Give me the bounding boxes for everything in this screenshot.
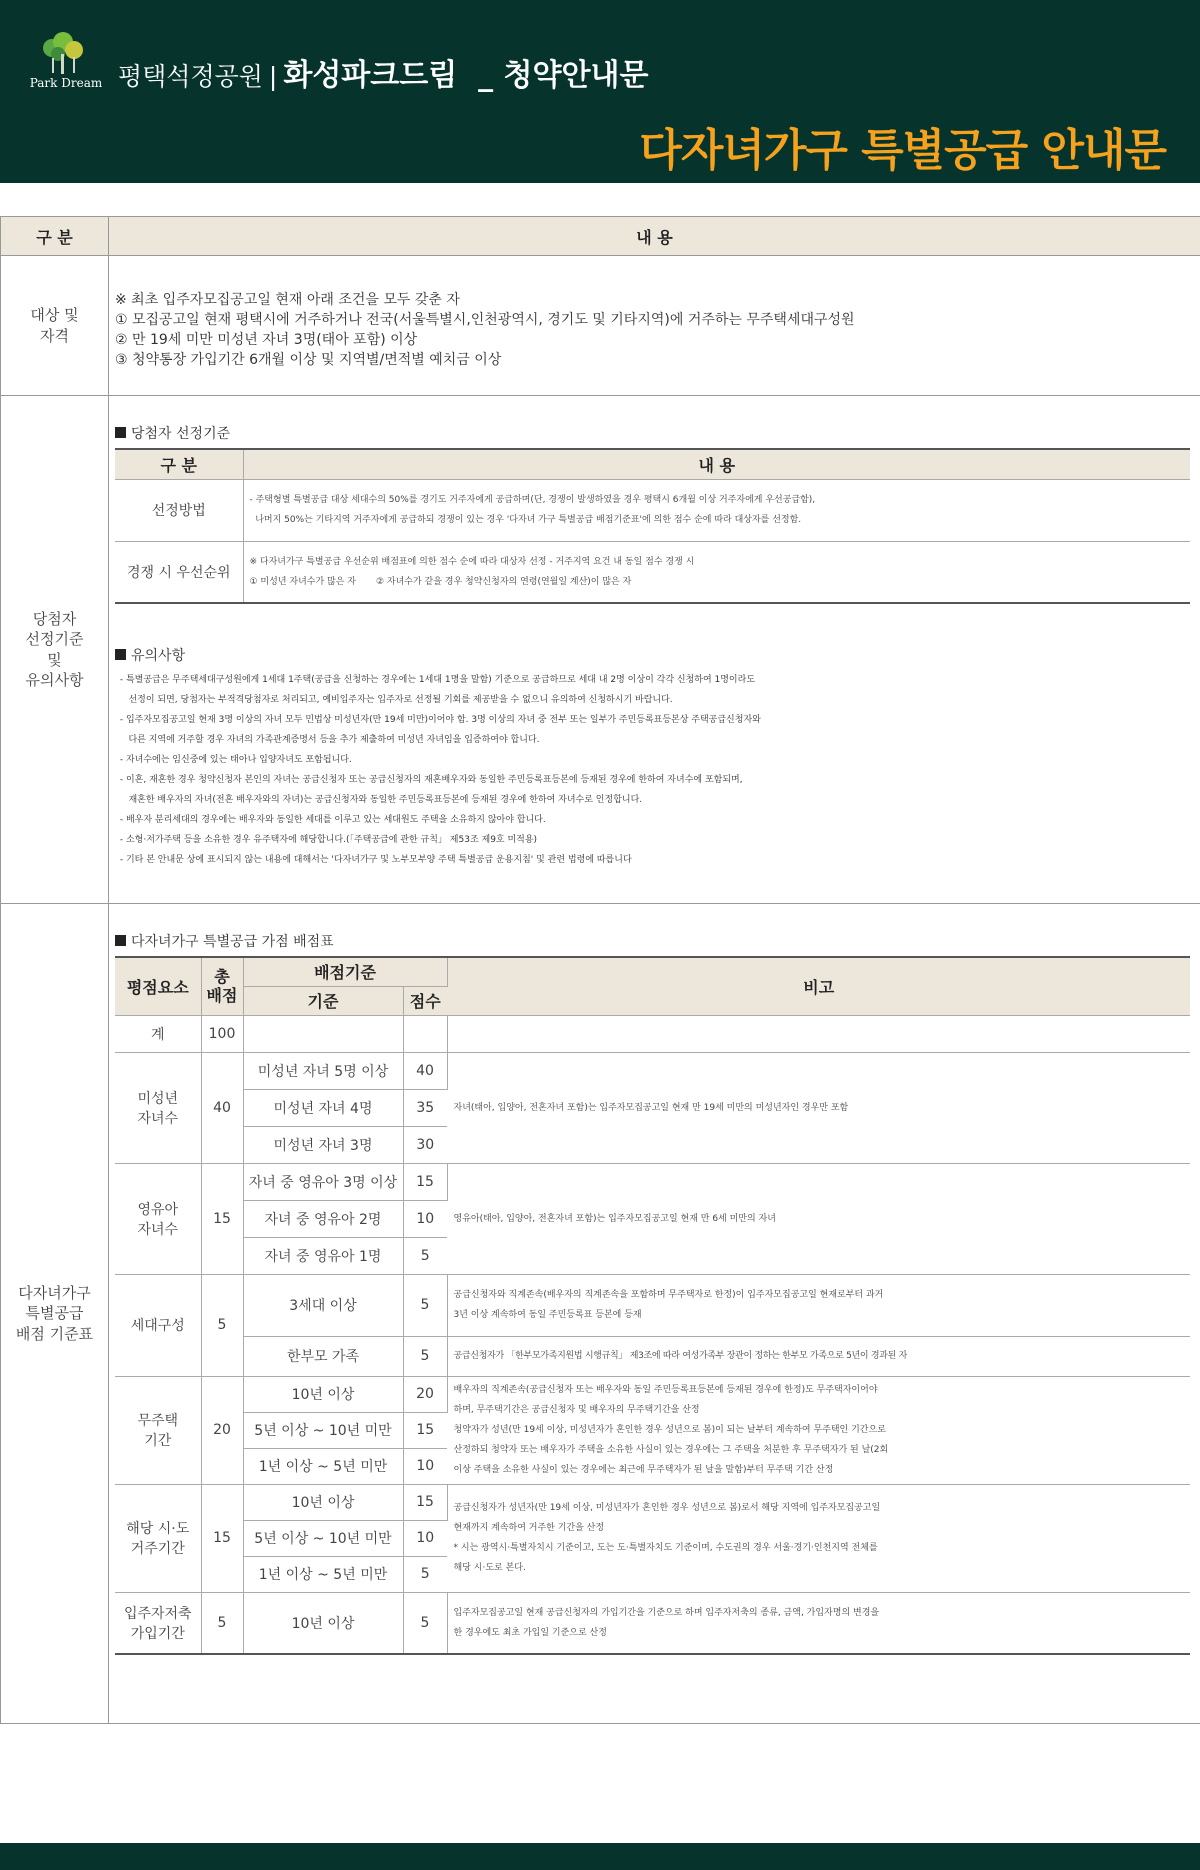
element-total: 5 — [201, 1274, 243, 1376]
notes-line: 다른 지역에 거주할 경우 자녀의 가족관계증명서 등을 추가 제출하여 미성년 자녀임을 입증하여야 합니다. — [117, 735, 540, 745]
score-row-household — [115, 1274, 1190, 1336]
remark-cell — [447, 1592, 1190, 1654]
remark-line: 공급신청자가 성년자(만 19세 이상, 미성년자가 혼인한 경우 성년으로 봄)로서 해당 지역에 입주자모집공고일 — [453, 1503, 881, 1513]
remark-cell — [447, 1163, 1190, 1274]
score-title: 다자녀가구 특별공급 가점 배점표 — [131, 934, 334, 950]
notes-line: 재혼한 배우자의 자녀(전혼 배우자와의 자녀)는 공급신청자와 동일한 주민등록표등본에 등재된 경우에 한하여 자녀수로 인정합니다. — [117, 795, 643, 805]
head-category: 구 분 — [1, 217, 109, 256]
remark-line: 입주자모집공고일 현재 공급신청자의 가입기간을 기준으로 하며 입주자저축의 종류, 금액, 가입자명의 변경을 — [453, 1607, 880, 1618]
head-element: 평점요소 — [115, 957, 201, 1015]
remark-line: 공급신청자가 「한부모가족지원법 시행규칙」 제3조에 따라 여성가족부 장관이 정하는 한부모 가족으로 5년이 경과된 자 — [453, 1351, 908, 1361]
criteria-content — [243, 541, 1190, 603]
element-total: 15 — [201, 1484, 243, 1592]
score-heading — [115, 932, 1190, 952]
sum-element: 계 — [115, 1015, 201, 1052]
remark-line: 영유아(태아, 입양아, 전혼자녀 포함)는 입주자모집공고일 현재 만 6세 미만의 자녀 — [453, 1213, 776, 1224]
element-total: 5 — [201, 1592, 243, 1654]
remark-line: 현재까지 계속하여 거주한 기간을 산정 — [453, 1523, 605, 1533]
points-cell: 30 — [403, 1126, 447, 1163]
remark-line: 이상 주택을 소유한 사실이 있는 경우에는 최근에 무주택자가 된 날을 말함)부터 무주택 기간 산정 — [453, 1465, 834, 1475]
selection-label-text: 당첨자 선정기준 및 유의사항 — [25, 610, 84, 689]
head-remark: 비고 — [447, 957, 1190, 1015]
points-cell: 5 — [403, 1592, 447, 1654]
eligibility-content — [109, 256, 1200, 396]
page-headline: 다자녀가구 특별공급 안내문 — [639, 125, 1166, 176]
points-cell: 35 — [403, 1089, 447, 1126]
points-cell: 20 — [403, 1376, 447, 1412]
element-total: 15 — [201, 1163, 243, 1274]
score-row-residence — [115, 1484, 1190, 1520]
remark-line: 3년 이상 계속하여 동일 주민등록표 등본에 등재 — [453, 1310, 642, 1320]
notes-line: 선정이 되면, 당첨자는 부적격당첨자로 처리되고, 예비입주자는 입주자로 선정될 기회를 제공받을 수 없으니 유의하여 신청하시기 바랍니다. — [117, 695, 673, 705]
head-content: 내 용 — [109, 217, 1200, 256]
criteria-head-category: 구 분 — [115, 449, 243, 479]
head-criteria: 기준 — [243, 986, 403, 1015]
criteria-table — [115, 448, 1190, 604]
points-cell: 5 — [403, 1336, 447, 1376]
park-dream-logo — [28, 32, 104, 92]
notes-line: - 특별공급은 무주택세대구성원에게 1세대 1주택(공급을 신청하는 경우에는 1세대 1명을 말함) 기준으로 공급하므로 세대 내 2명 이상이 각각 신청하여 1명이라도 — [117, 675, 756, 685]
selection-row — [1, 396, 1200, 904]
criteria-cell: 1년 이상 ~ 5년 미만 — [243, 1556, 403, 1592]
remark-line: 청약자가 성년(만 19세 이상, 미성년자가 혼인한 경우 성년으로 봄)이 되는 날부터 계속하여 무주택인 기간으로 — [453, 1425, 886, 1435]
remark-line: 한 경우에도 최초 가입일 기준으로 산정 — [453, 1627, 607, 1638]
criteria-cell: 미성년 자녀 4명 — [243, 1089, 403, 1126]
criteria-cell: 3세대 이상 — [243, 1274, 403, 1336]
criteria-row — [115, 541, 1190, 603]
remark-line: 배우자의 직계존속(공급신청자 또는 배우자와 동일 주민등록표등본에 등재된 경우에 한정)도 무주택자이어야 — [453, 1385, 878, 1395]
remark-cell — [447, 1336, 1190, 1376]
score-label — [1, 904, 109, 1724]
score-sum-row — [115, 1015, 1190, 1052]
eligibility-row — [1, 256, 1200, 396]
selection-content — [109, 396, 1200, 904]
remark-cell — [447, 1052, 1190, 1163]
points-cell: 15 — [403, 1412, 447, 1448]
head-total: 총 배점 — [201, 957, 243, 1015]
criteria-head-content: 내 용 — [243, 449, 1190, 479]
criteria-line: - 주택형별 특별공급 대상 세대수의 50%를 경기도 거주자에게 공급하며(단, 경쟁이 발생하였을 경우 평택시 6개월 이상 거주자에게 우선공급함), — [249, 495, 816, 505]
score-table — [115, 956, 1190, 1655]
remark-line: 하며, 무주택기간은 공급신청자 및 배우자의 무주택기간을 산정 — [453, 1405, 700, 1415]
square-bullet-icon — [115, 649, 126, 660]
score-row — [1, 904, 1200, 1724]
criteria-label: 경쟁 시 우선순위 — [115, 541, 243, 603]
score-row-homeless — [115, 1376, 1190, 1412]
notes-line: - 자녀수에는 임신중에 있는 태아나 입양자녀도 포함됩니다. — [117, 755, 352, 765]
points-cell: 5 — [403, 1274, 447, 1336]
eligibility-label — [1, 256, 109, 396]
notes-list — [115, 670, 1190, 870]
criteria-cell: 5년 이상 ~ 10년 미만 — [243, 1520, 403, 1556]
eligibility-line: ※ 최초 입주자모집공고일 현재 아래 조건을 모두 갖춘 자 — [115, 292, 460, 308]
criteria-cell: 한부모 가족 — [243, 1336, 403, 1376]
criteria-line: ※ 다자녀가구 특별공급 우선순위 배점표에 의한 점수 순에 따라 대상자 선정 - 거주지역 요건 내 동일 점수 경쟁 시 — [249, 556, 695, 567]
square-bullet-icon — [115, 427, 126, 438]
square-bullet-icon — [115, 935, 126, 946]
criteria-cell: 10년 이상 — [243, 1484, 403, 1520]
element-label: 무주택 기간 — [115, 1376, 201, 1484]
element-label: 세대구성 — [115, 1274, 201, 1376]
points-cell: 15 — [403, 1484, 447, 1520]
points-cell: 5 — [403, 1556, 447, 1592]
eligibility-line: ② 만 19세 미만 미성년 자녀 3명(태아 포함) 이상 — [115, 332, 418, 348]
remark-cell — [447, 1274, 1190, 1336]
brand-separator: | — [268, 62, 278, 91]
criteria-row — [115, 479, 1190, 541]
points-cell: 10 — [403, 1520, 447, 1556]
score-label-text: 다자녀가구 특별공급 배점 기준표 — [15, 1284, 94, 1343]
notes-line: - 소형·저가주택 등을 소유한 경우 유주택자에 해당합니다.(「주택공급에 관한 규칙」 제53조 제9호 미적용) — [117, 835, 538, 845]
notes-heading — [115, 646, 1190, 666]
info-table — [0, 216, 1200, 1724]
points-cell: 10 — [403, 1200, 447, 1237]
notes-title: 유의사항 — [131, 648, 186, 664]
remark-cell — [447, 1376, 1190, 1484]
element-label: 미성년 자녀수 — [115, 1052, 201, 1163]
tree-icon — [28, 32, 104, 78]
score-row-savings — [115, 1592, 1190, 1654]
criteria-head — [115, 449, 1190, 479]
sum-total: 100 — [201, 1015, 243, 1052]
criteria-cell: 10년 이상 — [243, 1592, 403, 1654]
remark-cell — [447, 1484, 1190, 1592]
element-label: 영유아 자녀수 — [115, 1163, 201, 1274]
criteria-cell: 자녀 중 영유아 2명 — [243, 1200, 403, 1237]
element-total: 40 — [201, 1052, 243, 1163]
criteria-cell: 자녀 중 영유아 3명 이상 — [243, 1163, 403, 1200]
criteria-heading — [115, 424, 1190, 444]
remark-line: 자녀(태아, 입양아, 전혼자녀 포함)는 입주자모집공고일 현재 만 19세 미만의 미성년자인 경우만 포함 — [453, 1102, 849, 1113]
notes-line: - 기타 본 안내문 상에 표시되지 않는 내용에 대해서는 '다자녀가구 및 노부모부양 주택 특별공급 운용지침' 및 관련 법령에 따릅니다 — [117, 855, 632, 865]
criteria-cell: 미성년 자녀 5명 이상 — [243, 1052, 403, 1089]
element-label: 해당 시·도 거주기간 — [115, 1484, 201, 1592]
info-table-head — [1, 217, 1200, 256]
points-cell: 40 — [403, 1052, 447, 1089]
brand-secondary: 화성파크드림 _ 청약안내문 — [283, 58, 649, 93]
remark-line: 산정하되 청약자 또는 배우자가 주택을 소유한 사실이 있는 경우에는 그 주택을 처분한 후 무주택자가 된 날(2회 — [453, 1445, 889, 1455]
brand-title — [118, 50, 648, 94]
head-criteria-group: 배점기준 — [243, 957, 447, 986]
score-content — [109, 904, 1200, 1724]
footer-bar — [0, 1843, 1200, 1870]
score-row-household — [115, 1336, 1190, 1376]
selection-label — [1, 396, 109, 904]
notes-line: - 배우자 분리세대의 경우에는 배우자와 동일한 세대를 이루고 있는 세대원도 주택을 소유하지 않아야 합니다. — [117, 815, 546, 825]
header-banner — [0, 0, 1200, 183]
remark-line: 공급신청자와 직계존속(배우자의 직계존속을 포함하며 무주택자로 한정)이 입주자모집공고일 현재로부터 과거 — [453, 1290, 884, 1300]
remark-line: * 시는 광역시·특별자치시 기준이고, 도는 도·특별자치도 기준이며, 수도권의 경우 서울·경기·인천지역 전체를 — [453, 1543, 878, 1553]
criteria-cell: 미성년 자녀 3명 — [243, 1126, 403, 1163]
criteria-cell: 1년 이상 ~ 5년 미만 — [243, 1448, 403, 1484]
criteria-label: 선정방법 — [115, 479, 243, 541]
points-cell: 15 — [403, 1163, 447, 1200]
score-head-row — [115, 957, 1190, 986]
notes-line: - 입주자모집공고일 현재 3명 이상의 자녀 모두 민법상 미성년자(만 19세 미만)이어야 함. 3명 이상의 자녀 중 전부 또는 일부가 주민등록표등본상 주택공급신청자와 — [117, 715, 761, 725]
score-row-infants — [115, 1163, 1190, 1200]
criteria-cell: 5년 이상 ~ 10년 미만 — [243, 1412, 403, 1448]
criteria-cell: 자녀 중 영유아 1명 — [243, 1237, 403, 1274]
points-cell: 5 — [403, 1237, 447, 1274]
criteria-content — [243, 479, 1190, 541]
score-row-children — [115, 1052, 1190, 1089]
eligibility-line: ③ 청약통장 가입기간 6개월 이상 및 지역별/면적별 예치금 이상 — [115, 352, 502, 368]
remark-line: 해당 시·도로 본다. — [453, 1563, 526, 1573]
notes-line: - 이혼, 재혼한 경우 청약신청자 본인의 자녀는 공급신청자 또는 공급신청자의 재혼배우자와 동일한 주민등록표등본에 등재된 경우에 한하여 자녀수에 포함되며, — [117, 775, 743, 785]
logo-text: Park Dream — [29, 76, 103, 90]
criteria-cell: 10년 이상 — [243, 1376, 403, 1412]
element-label: 입주자저축 가입기간 — [115, 1592, 201, 1654]
head-points: 점수 — [403, 986, 447, 1015]
points-cell: 10 — [403, 1448, 447, 1484]
criteria-line: ① 미성년 자녀수가 많은 자 ② 자녀수가 같을 경우 청약신청자의 연령(연월일 계산)이 많은 자 — [249, 576, 632, 587]
brand-primary: 평택석정공원 — [118, 62, 263, 91]
eligibility-label-text: 대상 및 자격 — [30, 306, 79, 345]
criteria-title: 당첨자 선정기준 — [131, 426, 231, 442]
eligibility-line: ① 모집공고일 현재 평택시에 거주하거나 전국(서울특별시,인천광역시, 경기도 및 기타지역)에 거주하는 무주택세대구성원 — [115, 312, 855, 328]
criteria-line: 나머지 50%는 기타지역 거주자에게 공급하되 경쟁이 있는 경우 '다자녀 가구 특별공급 배점기준표'에 의한 점수 순에 따라 대상자를 선정함. — [249, 515, 802, 525]
element-total: 20 — [201, 1376, 243, 1484]
